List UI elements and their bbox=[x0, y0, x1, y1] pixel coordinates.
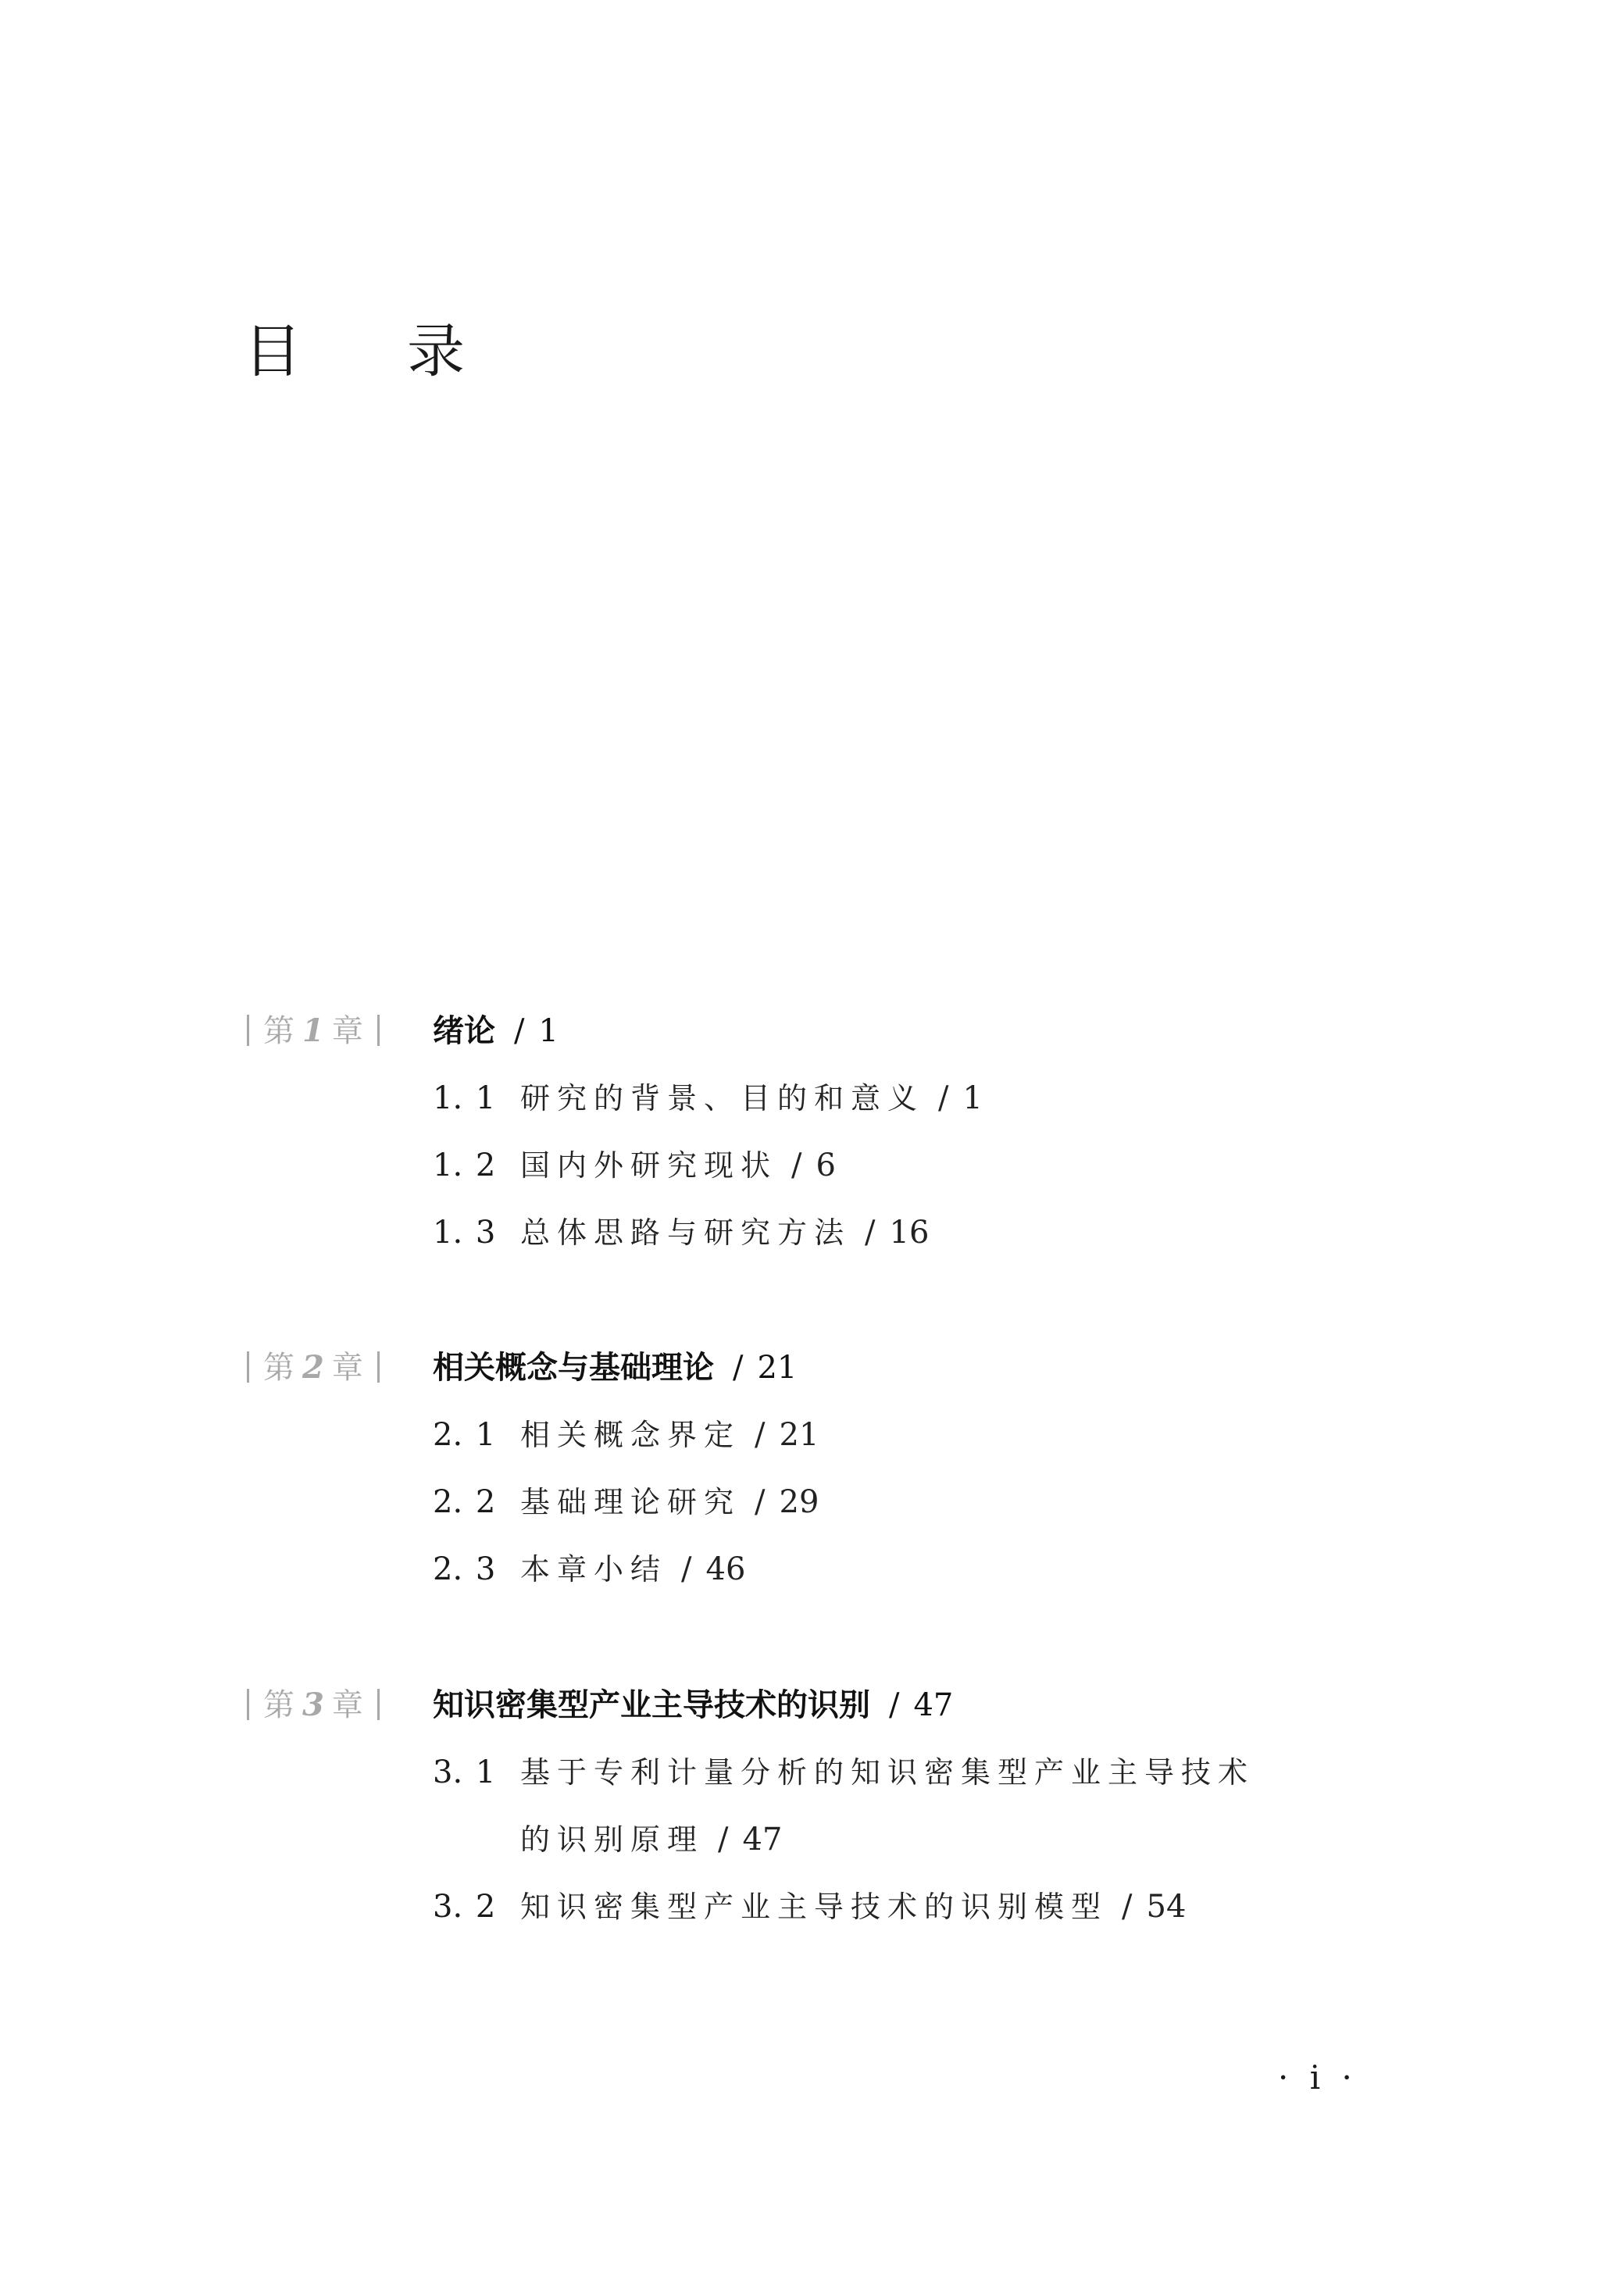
section-title-wrap bbox=[520, 1873, 1255, 1940]
page-number: 1 bbox=[962, 1080, 983, 1116]
chapter-label-bar-left bbox=[247, 1015, 249, 1046]
toc-entry[interactable] bbox=[433, 1390, 1497, 1457]
section-title-wrap bbox=[520, 1536, 1255, 1603]
chapter-number: 2 bbox=[302, 1349, 324, 1386]
section-page-ref bbox=[718, 1822, 782, 1858]
chapter-label bbox=[247, 1683, 380, 1727]
section-title: 基础理论研究 bbox=[520, 1485, 741, 1519]
chapter-title: 相关概念与基础理论 bbox=[433, 1350, 714, 1386]
page-number: 16 bbox=[889, 1215, 930, 1251]
section-title: 本章小结 bbox=[520, 1552, 668, 1587]
chapter-title-link[interactable] bbox=[433, 1346, 797, 1390]
page-number: 6 bbox=[816, 1147, 836, 1183]
section-number: 1. 2 bbox=[433, 1147, 496, 1183]
chapter-page-ref bbox=[733, 1350, 797, 1386]
chapter-label-bar-right bbox=[377, 1689, 380, 1720]
section-number: 2. 3 bbox=[433, 1551, 496, 1587]
section-page-ref bbox=[938, 1080, 983, 1116]
page-separator: / bbox=[681, 1551, 692, 1587]
page-separator: / bbox=[755, 1484, 766, 1520]
page-number: 47 bbox=[913, 1687, 954, 1723]
chapter-heading bbox=[247, 1346, 1497, 1390]
chapter-label bbox=[247, 1009, 380, 1053]
section-number: 3. 2 bbox=[433, 1889, 496, 1925]
toc-entry[interactable] bbox=[433, 1524, 1497, 1591]
section-title: 知识密集型产业主导技术的识别模型 bbox=[520, 1890, 1108, 1924]
page-separator: / bbox=[938, 1080, 949, 1116]
chapter-title-link[interactable] bbox=[433, 1009, 559, 1053]
chapter-label-bar-left bbox=[247, 1689, 249, 1720]
section-title-wrap bbox=[520, 1739, 1255, 1873]
section-number: 2. 1 bbox=[433, 1417, 496, 1453]
toc-entry[interactable] bbox=[433, 1120, 1497, 1187]
chapter-label-bar-left bbox=[247, 1351, 249, 1383]
chapter-3 bbox=[247, 1683, 1497, 1929]
toc-entry[interactable] bbox=[433, 1053, 1497, 1120]
chapter-number: 1 bbox=[302, 1012, 324, 1049]
section-number: 1. 1 bbox=[433, 1080, 496, 1116]
chapter-label-suffix: 章 bbox=[331, 1687, 363, 1723]
chapter-heading bbox=[247, 1683, 1497, 1727]
page-separator: / bbox=[1122, 1889, 1133, 1925]
section-title: 国内外研究现状 bbox=[520, 1148, 778, 1183]
chapter-label-bar-right bbox=[377, 1015, 380, 1046]
chapter-title: 绪论 bbox=[433, 1013, 495, 1049]
page-separator: / bbox=[718, 1822, 729, 1858]
page-number: 29 bbox=[779, 1484, 819, 1520]
section-number: 2. 2 bbox=[433, 1484, 496, 1520]
section-title: 相关概念界定 bbox=[520, 1418, 741, 1452]
section-page-ref bbox=[755, 1484, 819, 1520]
page-separator: / bbox=[889, 1687, 900, 1723]
section-title: 基于专利计量分析的知识密集型产业主导技术的识别原理 bbox=[520, 1755, 1255, 1857]
toc-entry[interactable] bbox=[433, 1727, 1497, 1861]
page-separator: / bbox=[755, 1417, 766, 1453]
chapter-title-link[interactable] bbox=[433, 1683, 953, 1727]
chapter-label-suffix: 章 bbox=[331, 1350, 363, 1386]
chapter-page-ref bbox=[514, 1013, 559, 1049]
section-number: 3. 1 bbox=[433, 1754, 496, 1790]
chapter-label-bar-right bbox=[377, 1351, 380, 1383]
chapter-label-suffix: 章 bbox=[331, 1013, 363, 1049]
chapter-label-prefix: 第 bbox=[263, 1687, 294, 1723]
page-separator: / bbox=[514, 1013, 525, 1049]
page-folio: · i · bbox=[1278, 2058, 1352, 2097]
section-title-wrap bbox=[520, 1199, 1255, 1266]
chapter-number: 3 bbox=[302, 1686, 324, 1723]
chapter-label-prefix: 第 bbox=[263, 1350, 294, 1386]
page-number: 21 bbox=[757, 1350, 798, 1386]
page-number: 54 bbox=[1146, 1889, 1187, 1925]
page-number: 47 bbox=[742, 1822, 783, 1858]
toc-entry[interactable] bbox=[433, 1187, 1497, 1255]
chapter-title: 知识密集型产业主导技术的识别 bbox=[433, 1687, 870, 1723]
chapter-2 bbox=[247, 1346, 1497, 1591]
section-number: 1. 3 bbox=[433, 1215, 496, 1251]
section-page-ref bbox=[865, 1215, 929, 1251]
section-title: 研究的背景、目的和意义 bbox=[520, 1081, 925, 1115]
page-separator: / bbox=[791, 1147, 802, 1183]
page-title: 目录 bbox=[244, 318, 570, 385]
toc-entry[interactable] bbox=[433, 1861, 1497, 1929]
page-separator: / bbox=[865, 1215, 876, 1251]
page-number: 46 bbox=[705, 1551, 746, 1587]
chapter-heading bbox=[247, 1009, 1497, 1053]
page-separator: / bbox=[733, 1350, 744, 1386]
toc-entry[interactable] bbox=[433, 1457, 1497, 1524]
chapter-page-ref bbox=[889, 1687, 953, 1723]
section-page-ref bbox=[1122, 1889, 1186, 1925]
section-page-ref bbox=[681, 1551, 745, 1587]
chapter-label bbox=[247, 1346, 380, 1390]
section-page-ref bbox=[791, 1147, 836, 1183]
page-number: 21 bbox=[779, 1417, 819, 1453]
chapter-1 bbox=[247, 1009, 1497, 1255]
section-title: 总体思路与研究方法 bbox=[520, 1215, 851, 1250]
section-page-ref bbox=[755, 1417, 819, 1453]
page-number: 1 bbox=[538, 1013, 559, 1049]
chapter-label-prefix: 第 bbox=[263, 1013, 294, 1049]
